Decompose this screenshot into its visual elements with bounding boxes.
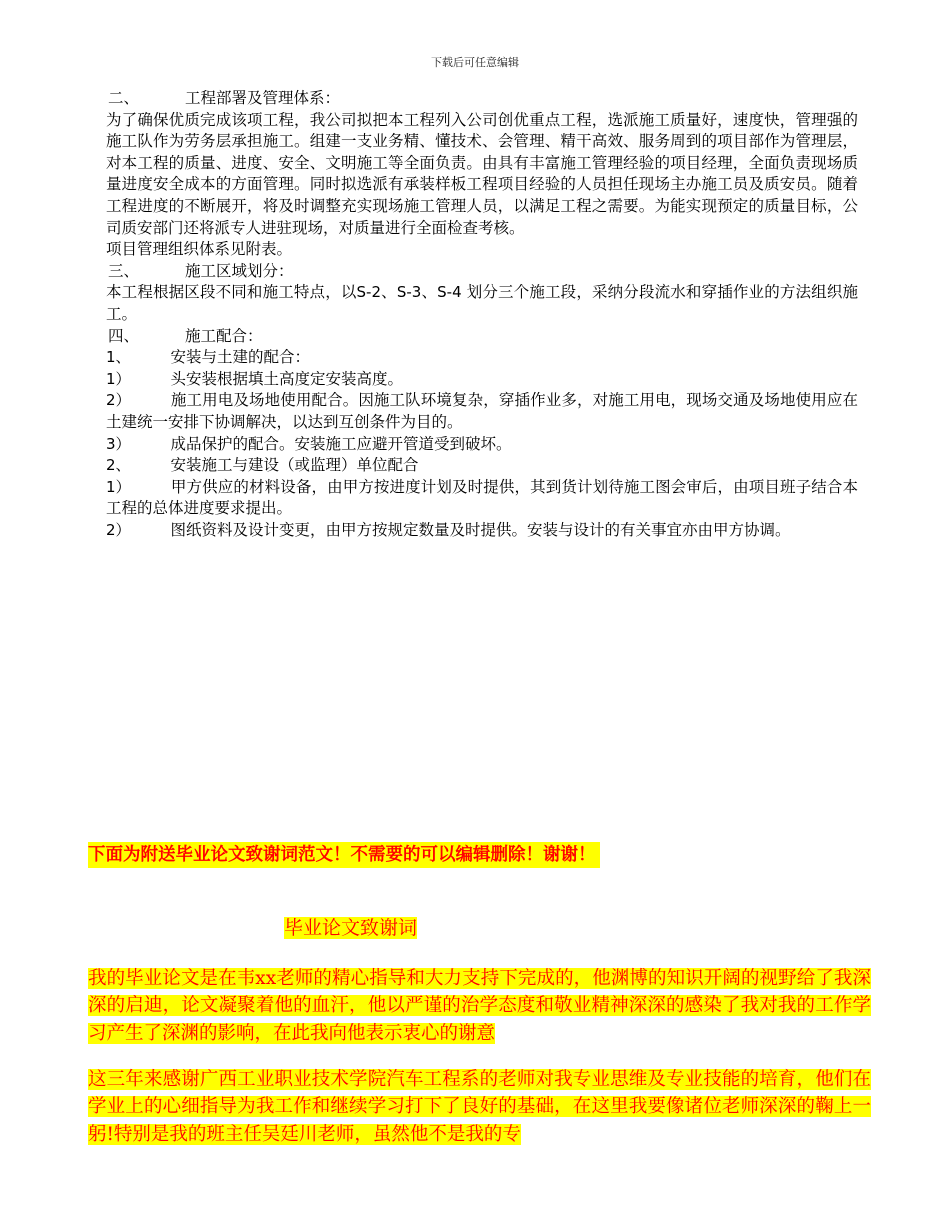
list-item-text: 甲方供应的材料设备，由甲方按进度计划及时提供，其到货计划待施工图会审后，由项目班子结合本工程的总体进度要求提出。: [106, 477, 858, 518]
subsection-2-title: 安装施工与建设（或监理）单位配合: [170, 456, 419, 475]
acknowledgement-paragraph-2-text: 这三年来感谢广西工业职业技术学院汽车工程系的老师对我专业思维及专业技能的培育，他们在学业上的心细指导为我工作和继续学习打下了良好的基础，在这里我要像诸位老师深深的鞠上一躬!特别是我的班主任吴廷川老师，虽然他不是我的专: [88, 1069, 871, 1145]
section-3-text-b: 划分三个施工段，采纳分段流水和穿插作业的方法组织施工。: [106, 283, 858, 323]
list-item: [106, 390, 858, 433]
section-2-note: 项目管理组织体系见附表。: [106, 240, 293, 259]
section-2-paragraph: 为了确保优质完成该项工程，我公司拟把本工程列入公司创优重点工程，选派施工质量好，速度快，管理强的施工队作为劳务层承担施工。组建一支业务精、懂技术、会管理、精干高效、服务周到的项目部作为管理层，对本工程的质量、进度、安全、文明施工等全面负责。由具有丰富施工管理经验的项目经理，全面负责现场质量进度安全成本的方面管理。同时拟选派有承装样板工程项目经验的人员担任现场主办施工员及质安员。随着工程进度的不断展开，将及时调整充实现场施工管理人员，以满足工程之需要。为能实现预定的质量目标，公司质安部门还将派专人进驻现场，对质量进行全面检查考核。: [106, 110, 858, 237]
subsection-2-number: 2、: [106, 456, 131, 475]
section-3-paragraph: [106, 282, 858, 325]
list-item: [106, 369, 858, 391]
appendix-notice-text: 下面为附送毕业论文致谢词范文！不需要的可以编辑删除！谢谢！: [88, 842, 600, 868]
document-body: [106, 88, 858, 541]
list-item-text: 图纸资料及设计变更，由甲方按规定数量及时提供。安装与设计的有关事宜亦由甲方协调。: [170, 520, 791, 539]
list-item-text: 施工用电及场地使用配合。因施工队环境复杂，穿插作业多，对施工用电，现场交通及场地使用应在土建统一安排下协调解决，以达到互创条件为目的。: [106, 391, 858, 431]
zone-s3: S-3: [396, 283, 422, 302]
header-text: 下载后可任意编辑: [431, 56, 519, 69]
section-2-number: 二、: [108, 89, 140, 107]
list-item-number: 3）: [106, 434, 131, 453]
list-item-text: 头安装根据填土高度定安装高度。: [170, 369, 404, 388]
list-item-number: 2）: [106, 520, 131, 539]
appendix-notice: [88, 842, 873, 868]
subsection-1-heading: [106, 347, 858, 369]
section-3-number: 三、: [108, 261, 140, 280]
section-3-title: 施工区域划分：: [185, 261, 294, 280]
subsection-1-number: 1、: [106, 348, 131, 367]
acknowledgement-paragraph-2: [88, 1066, 871, 1148]
list-item-number: 1）: [106, 369, 131, 388]
section-4-heading: [108, 326, 858, 348]
section-2-heading: [108, 88, 858, 110]
zone-separator-1: 、: [381, 283, 397, 302]
list-item: [106, 520, 858, 542]
acknowledgement-title-text: 毕业论文致谢词: [284, 917, 418, 939]
list-item-number: 2）: [106, 391, 131, 410]
list-item-text: 成品保护的配合。安装施工应避开管道受到破坏。: [170, 434, 512, 453]
section-4-number: 四、: [108, 326, 140, 345]
acknowledgement-paragraph-1-text: 我的毕业论文是在韦xx老师的精心指导和大力支持下完成的，他渊博的知识开阔的视野给了我深深的启迪，论文凝聚着他的血汗，他以严谨的治学态度和敬业精神深深的感染了我对我的工作学习产生了深渊的影响，在此我向他表示衷心的谢意: [88, 968, 871, 1044]
acknowledgement-paragraph-1: [88, 965, 871, 1047]
list-item-number: 1）: [106, 477, 131, 496]
list-item: [106, 434, 858, 456]
section-2-title: 工程部署及管理体系：: [185, 89, 341, 107]
page-header: [0, 54, 950, 70]
subsection-2-heading: [106, 455, 858, 477]
subsection-1-title: 安装与土建的配合：: [170, 348, 311, 367]
section-4-title: 施工配合：: [185, 326, 263, 345]
zone-s2: S-2: [356, 283, 381, 302]
section-3-heading: [108, 261, 858, 283]
acknowledgement-title: [284, 914, 417, 942]
section-3-text-a: 本工程根据区段不同和施工特点，以: [106, 283, 357, 302]
list-item: [106, 477, 858, 520]
zone-s4: S-4: [437, 283, 462, 302]
zone-separator-2: 、: [421, 283, 438, 302]
